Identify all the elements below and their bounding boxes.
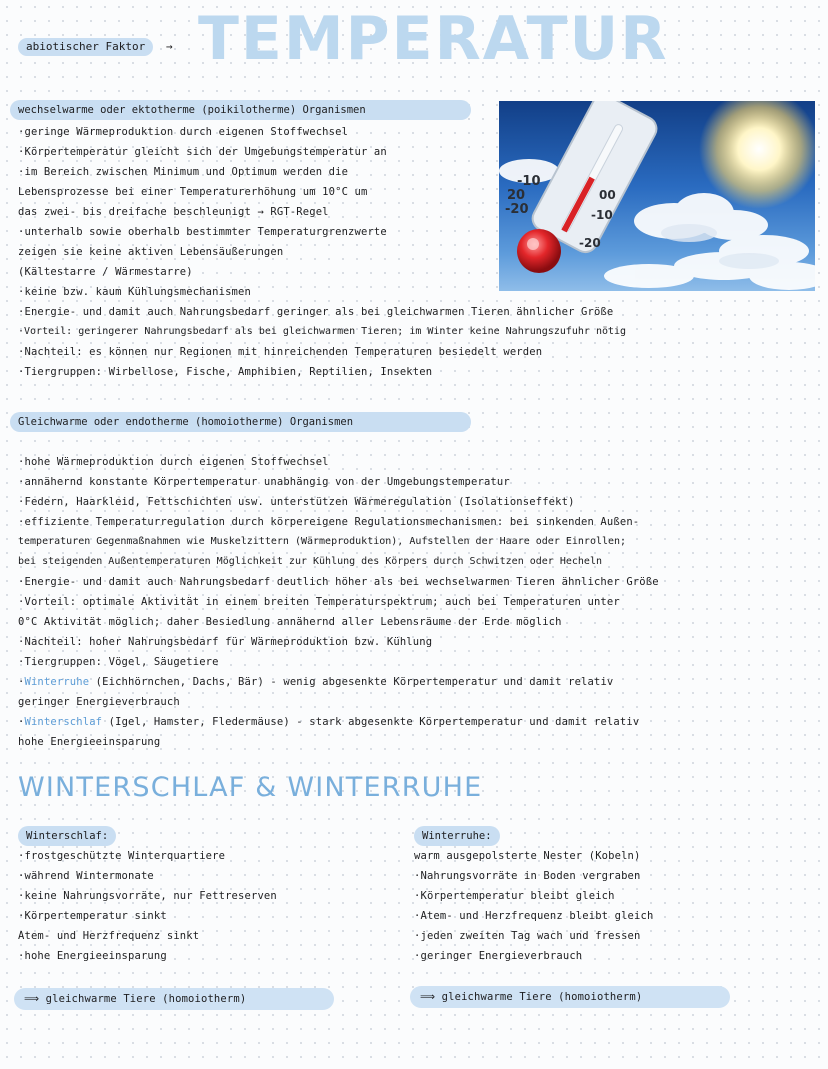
tick-label-20: 20 — [507, 188, 526, 203]
list-item: ·Winterschlaf (Igel, Hamster, Fledermäuse) - stark abgesenkte Körpertemperatur und damit relativ — [18, 716, 640, 728]
list-item: ·Körpertemperatur gleicht sich der Umgebungstemperatur an — [18, 146, 387, 158]
list-item: ·unterhalb sowie oberhalb bestimmter Temperaturgrenzwerte — [18, 226, 387, 238]
list-item: ·keine bzw. kaum Kühlungsmechanismen — [18, 286, 251, 298]
list-item: ·Nachteil: hoher Nahrungsbedarf für Wärmeproduktion bzw. Kühlung — [18, 636, 433, 648]
list-item: ·Nahrungsvorräte in Boden vergraben — [414, 870, 641, 882]
tick-label-m20: -20 — [505, 202, 529, 217]
winterruhe-conclusion: ⟹ gleichwarme Tiere (homoiotherm) — [410, 986, 730, 1008]
winterruhe-heading: Winterruhe: — [414, 826, 814, 846]
list-item: warm ausgepolsterte Nester (Kobeln) — [414, 850, 641, 862]
list-item: ·keine Nahrungsvorräte, nur Fettreserven — [18, 890, 277, 902]
list-item: ·frostgeschützte Winterquartiere — [18, 850, 226, 862]
list-item: ·während Wintermonate — [18, 870, 154, 882]
list-item: ·Körpertemperatur sinkt — [18, 910, 167, 922]
list-item: ·Körpertemperatur bleibt gleich — [414, 890, 615, 902]
list-item: ·Atem- und Herzfrequenz bleibt gleich — [414, 910, 654, 922]
list-item: ·Nachteil: es können nur Regionen mit hinreichenden Temperaturen besiedelt werden — [18, 346, 543, 358]
list-item: ·Tiergruppen: Wirbellose, Fische, Amphibien, Reptilien, Insekten — [18, 366, 433, 378]
tick-label-right-m10: -10 — [591, 208, 613, 222]
list-item: ·Tiergruppen: Vögel, Säugetiere — [18, 656, 219, 668]
list-item: temperaturen Gegenmaßnahmen wie Muskelzittern (Wärmeproduktion), Aufstellen der Haare oder Einrollen; — [18, 536, 627, 547]
ecto-heading: wechselwarme oder ektotherme (poikilotherme) Organismen — [10, 100, 471, 120]
arrow-icon: → — [165, 40, 173, 53]
list-item: ·annähernd konstante Körpertemperatur unabhängig von der Umgebungstemperatur — [18, 476, 510, 488]
list-item: ·jeden zweiten Tag wach und fressen — [414, 930, 641, 942]
endo-list — [18, 452, 818, 752]
list-item: ·Energie- und damit auch Nahrungsbedarf deutlich höher als bei wechselwarmen Tieren ähnlicher Größe — [18, 576, 659, 588]
tick-label-right-m20: -20 — [579, 236, 601, 250]
thermometer-illustration — [499, 101, 815, 291]
list-item: bei steigenden Außentemperaturen Möglichkeit zur Kühlung des Körpers durch Schwitzen oder Hecheln — [18, 556, 602, 567]
subtitle-label: abiotischer Faktor — [18, 38, 153, 56]
thermometer-photo — [499, 101, 815, 291]
list-item: ·geringer Energieverbrauch — [414, 950, 583, 962]
winterruhe-column — [414, 826, 814, 966]
winterruhe-text: (Eichhörnchen, Dachs, Bär) - wenig abgesenkte Körpertemperatur und damit relativ — [89, 676, 614, 688]
tick-label-right-00: 00 — [599, 188, 616, 202]
list-item: hohe Energieeinsparung — [18, 736, 161, 748]
list-item: zeigen sie keine aktiven Lebensäußerungen — [18, 246, 284, 258]
endo-heading: Gleichwarme oder endotherme (homoiotherme) Organismen — [10, 412, 471, 432]
winterschlaf-keyword: Winterschlaf — [24, 716, 103, 728]
list-item: ·Federn, Haarkleid, Fettschichten usw. unterstützen Wärmeregulation (Isolationseffekt) — [18, 496, 575, 508]
winter-title: WINTERSCHLAF & WINTERRUHE — [18, 772, 483, 803]
list-item: ·hohe Wärmeproduktion durch eigenen Stoffwechsel — [18, 456, 329, 468]
list-item: ·hohe Energieeinsparung — [18, 950, 167, 962]
winterschlaf-conclusion: ⟹ gleichwarme Tiere (homoiotherm) — [14, 988, 334, 1010]
list-item: ·effiziente Temperaturregulation durch körpereigene Regulationsmechanismen: bei sinkenden Außen- — [18, 516, 640, 528]
winterschlaf-text: (Igel, Hamster, Fledermäuse) - stark abgesenkte Körpertemperatur und damit relativ — [102, 716, 640, 728]
winterschlaf-column — [18, 826, 398, 966]
list-item: ·Vorteil: geringerer Nahrungsbedarf als bei gleichwarmen Tieren; im Winter keine Nahrungszufuhr nötig — [18, 326, 627, 337]
subtitle — [18, 38, 172, 56]
tick-label-10: -10 — [517, 174, 541, 189]
list-item: geringer Energieverbrauch — [18, 696, 180, 708]
list-item: das zwei- bis dreifache beschleunigt → RGT-Regel — [18, 206, 329, 218]
list-item: 0°C Aktivität möglich; daher Besiedlung annähernd aller Lebensräume der Erde möglich — [18, 616, 562, 628]
list-item: Atem- und Herzfrequenz sinkt — [18, 930, 200, 942]
list-item: ·Energie- und damit auch Nahrungsbedarf geringer als bei gleichwarmen Tieren ähnlicher Größe — [18, 306, 614, 318]
list-item: ·im Bereich zwischen Minimum und Optimum werden die — [18, 166, 349, 178]
list-item: ·Vorteil: optimale Aktivität in einem breiten Temperaturspektrum; auch bei Temperaturen unter — [18, 596, 620, 608]
list-item: ·Winterruhe (Eichhörnchen, Dachs, Bär) - wenig abgesenkte Körpertemperatur und damit relativ — [18, 676, 614, 688]
list-item: (Kältestarre / Wärmestarre) — [18, 266, 193, 278]
page-title: TEMPERATUR — [198, 4, 669, 74]
winterschlaf-heading: Winterschlaf: — [18, 826, 398, 846]
list-item: Lebensprozesse bei einer Temperaturerhöhung um 10°C um — [18, 186, 368, 198]
list-item: ·geringe Wärmeproduktion durch eigenen Stoffwechsel — [18, 126, 349, 138]
winterruhe-keyword: Winterruhe — [24, 676, 90, 688]
